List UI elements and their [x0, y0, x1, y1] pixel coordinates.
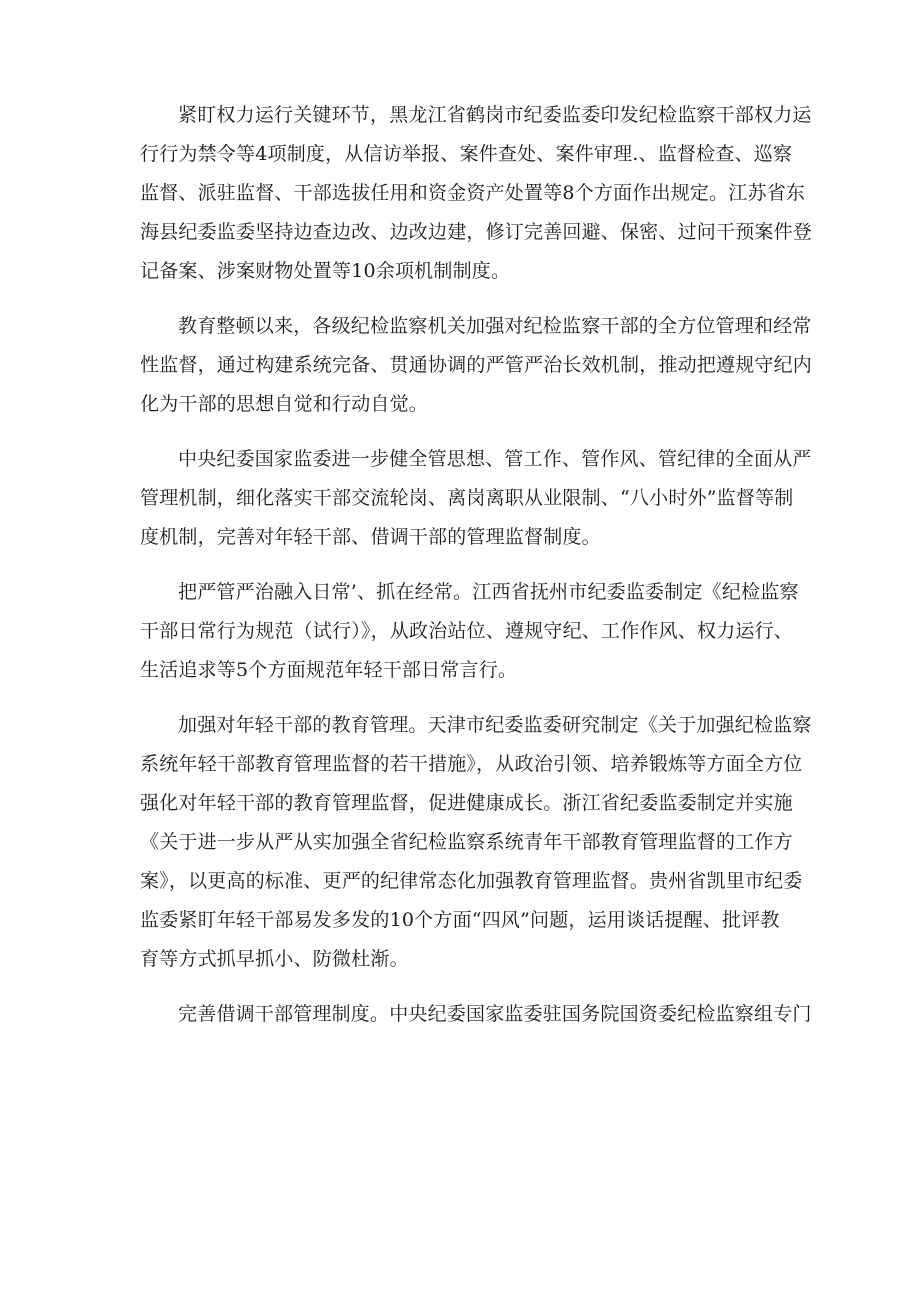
text-line: 育等方式抓早抓小、防微杜渐。: [140, 948, 409, 970]
text-line: 完善借调干部管理制度。中央纪委国家监委驻国务院国资委纪检监察组专门: [178, 1003, 812, 1025]
paragraph-education-rectification: [140, 307, 813, 424]
text-line: 《关于进一步从严从实加强全省纪检监察系统青年干部教育管理监督的工作方: [140, 831, 793, 853]
text-line: 生活追求等5个方面规范年轻干部日常言行。: [140, 659, 518, 681]
paragraph-seconded-cadres: [140, 995, 812, 1034]
paragraph-central-commission: [140, 440, 812, 557]
text-line: 中央纪委国家监委进一步健全管思想、管工作、管作风、管纪律的全面从严: [178, 448, 812, 470]
text-line: 行行为禁令等4项制度，从信访举报、案件查处、案件审理.、监督检查、巡察: [140, 143, 793, 165]
text-line: 系统年轻干部教育管理监督的若干措施》，从政治引领、培养锻炼等方面全方位: [140, 753, 803, 775]
text-line: 把严管严治融入日常’、抓在经常。江西省抚州市纪委监委制定《纪检监察: [178, 581, 799, 603]
text-line: 性监督，通过构建系统完备、贯通协调的严管严治长效机制，推动把遵规守纪内: [140, 354, 813, 376]
text-line: 干部日常行为规范（试行）》，从政治站位、遵规守纪、工作作风、权力运行、: [140, 620, 794, 642]
paragraph-daily-management: [140, 573, 799, 690]
text-line: 案》，以更高的标准、更严的纪律常态化加强教育管理监督。贵州省凯里市纪委: [140, 870, 803, 892]
text-line: 监督、派驻监督、干部选拔任用和资金资产处置等8个方面作出规定。江苏省东: [140, 182, 806, 204]
text-line: 教育整顿以来，各级纪检监察机关加强对纪检监察干部的全方位管理和经常: [178, 315, 812, 337]
text-line: 加强对年轻干部的教育管理。天津市纪委监委研究制定《关于加强纪检监察: [178, 714, 812, 736]
document-body: [140, 96, 813, 1050]
paragraph-young-cadres: [140, 706, 812, 979]
paragraph-power-operation: [140, 96, 813, 291]
text-line: 监委紧盯年轻干部易发多发的10个方面“四风”问题，运用谈话提醒、批评教: [140, 909, 780, 931]
text-line: 管理机制，细化落实干部交流轮岗、离岗离职从业限制、“八小时外”监督等制: [140, 487, 794, 509]
text-line: 海县纪委监委坚持边查边改、边改边建，修订完善回避、保密、过问干预案件登: [140, 221, 813, 243]
text-line: 强化对年轻干部的教育管理监督，促进健康成长。浙江省纪委监委制定并实施: [140, 792, 793, 814]
text-line: 化为干部的思想自觉和行动自觉。: [140, 393, 429, 415]
text-line: 度机制，完善对年轻干部、借调干部的管理监督制度。: [140, 526, 601, 548]
text-line: 紧盯权力运行关键环节，黑龙江省鹤岗市纪委监委印发纪检监察干部权力运: [178, 104, 812, 126]
text-line: 记备案、涉案财物处置等10余项机制制度。: [140, 260, 511, 282]
